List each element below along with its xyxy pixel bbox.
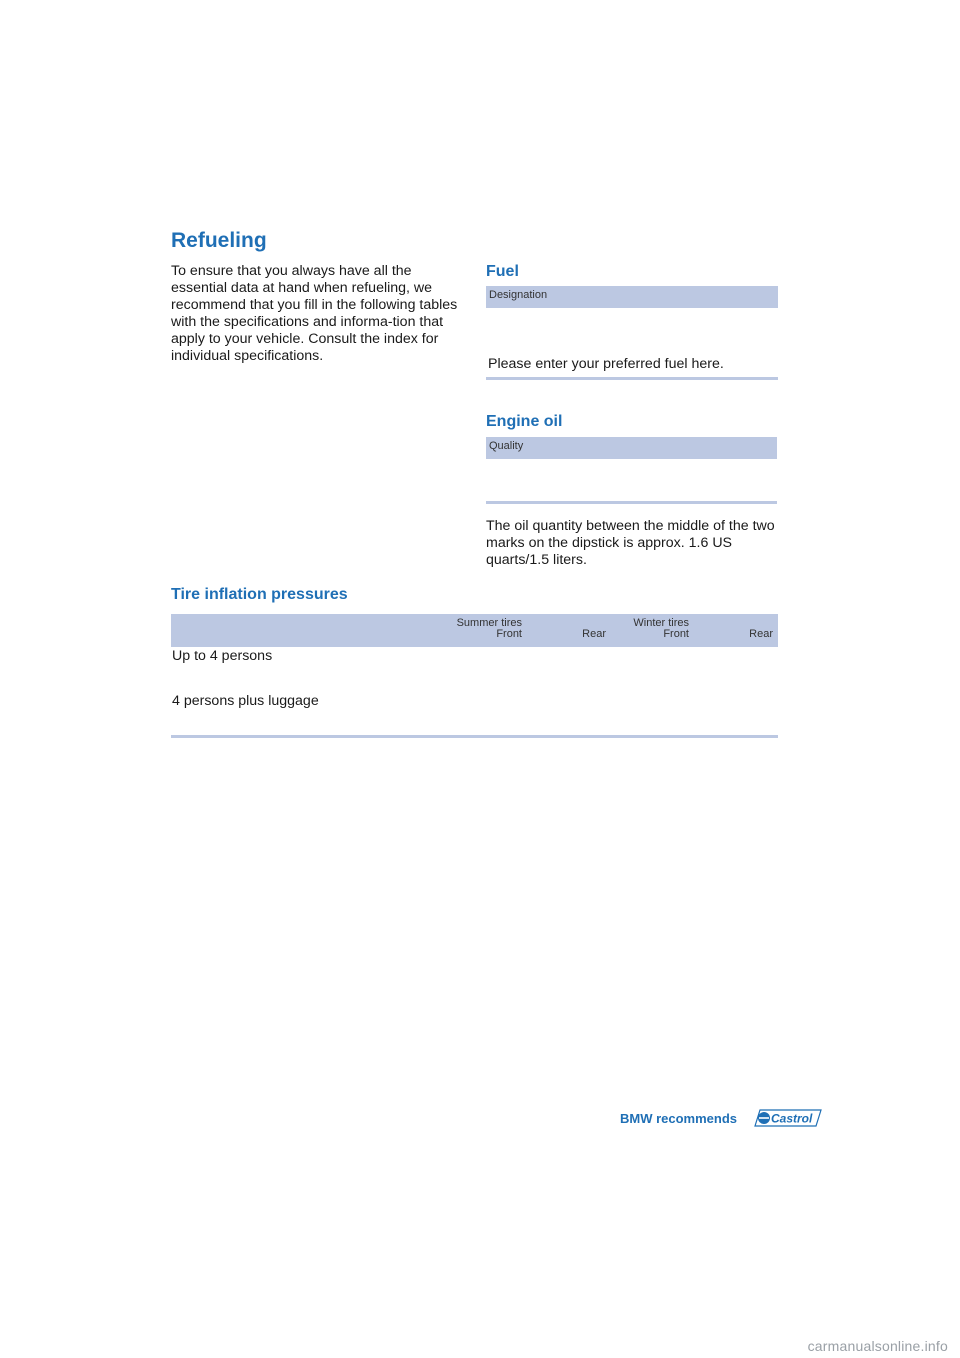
bmw-recommends-text: BMW recommends (620, 1111, 738, 1126)
engine-oil-rule (486, 501, 777, 504)
castrol-logo (754, 1108, 822, 1128)
tire-row-label: Up to 4 persons (172, 648, 273, 664)
summer-tires-label: Summer tires (456, 617, 522, 629)
tire-table-rule (171, 735, 778, 738)
page-title: Refueling (171, 229, 267, 252)
engine-oil-quality-bar (486, 437, 777, 459)
fuel-designation-bar (486, 286, 778, 308)
tire-pressures-heading: Tire inflation pressures (171, 586, 348, 603)
watermark: carmanualsonline.info (807, 1338, 948, 1354)
fuel-rule (486, 377, 778, 380)
tire-row-label: 4 persons plus luggage (172, 693, 319, 709)
winter-front-label: Front (663, 628, 689, 640)
fuel-note: Please enter your preferred fuel here. (488, 356, 724, 372)
engine-oil-heading: Engine oil (486, 413, 563, 430)
engine-oil-note: The oil quantity between the middle of the two marks on the dipstick is approx. 1.6 US quarts/1.5 liters. (486, 518, 775, 568)
tire-table-header (171, 614, 778, 647)
fuel-heading: Fuel (486, 263, 519, 280)
fuel-designation-label: Designation (489, 289, 548, 301)
winter-tires-label: Winter tires (633, 617, 689, 629)
summer-rear-label: Rear (582, 628, 606, 640)
engine-oil-quality-label: Quality (489, 440, 524, 452)
summer-front-label: Front (496, 628, 522, 640)
winter-rear-label: Rear (749, 628, 773, 640)
castrol-logo-text: Castrol (771, 1111, 813, 1126)
intro-paragraph: To ensure that you always have all the essential data at hand when refueling, we recommend that you fill in the following tables with the specifications and informa-tion that apply to your vehicle. Consult the index for individual specifications. (171, 263, 458, 364)
